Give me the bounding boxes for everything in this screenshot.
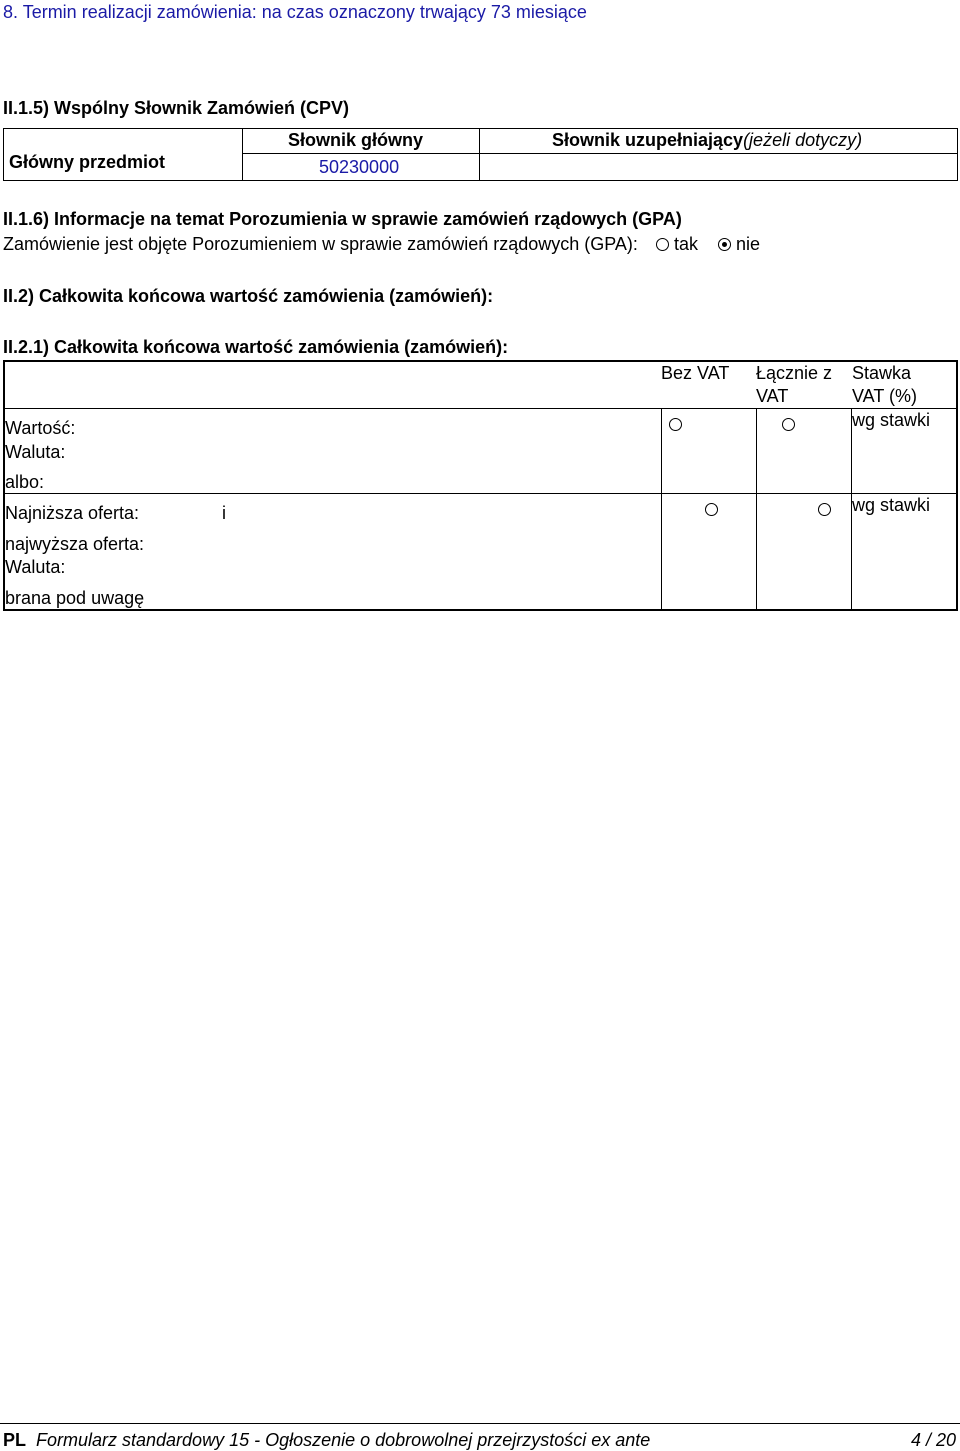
gpa-yes-radio[interactable] [656, 238, 669, 251]
footer-form-title: Formularz standardowy 15 - Ogłoszenie o dobrowolnej przejrzystości ex ante [36, 1430, 651, 1450]
cpv-col-supp-note: (jeżeli dotyczy) [743, 130, 863, 150]
value-label: Wartość: [5, 418, 76, 438]
highest-offer-label: najwyższa oferta: [5, 534, 145, 554]
gpa-heading: II.1.6) Informacje na temat Porozumienia w sprawie zamówień rządowych (GPA) [3, 209, 682, 229]
value-table [3, 360, 958, 611]
col-rate-header-1: Stawka [852, 363, 912, 383]
total-heading: II.2) Całkowita końcowa wartość zamówienia (zamówień): [3, 286, 494, 306]
offer-rate: wg stawki [852, 495, 931, 515]
currency-label: Waluta: [5, 442, 66, 462]
gpa-question-row [3, 234, 760, 255]
gpa-question: Zamówienie jest objęte Porozumieniem w sprawie zamówień rządowych (GPA): [3, 234, 638, 254]
currency-label-2: Waluta: [5, 557, 66, 577]
cpv-col-main: Słownik główny [288, 130, 424, 150]
cpv-col-supp-header [552, 130, 862, 151]
lowest-offer-label: Najniższa oferta: [5, 503, 140, 523]
gpa-no-label: nie [736, 234, 761, 254]
col-gross-header-1: Łącznie z [756, 363, 833, 383]
footer-divider [0, 1423, 960, 1424]
cpv-col-supp: Słownik uzupełniający [552, 130, 744, 150]
footer-page: 4 / 20 [910, 1430, 956, 1450]
cpv-main-code: 50230000 [319, 157, 400, 177]
col-net-header: Bez VAT [661, 363, 730, 383]
footer-lang: PL [3, 1430, 27, 1450]
and-label: i [222, 503, 226, 523]
gpa-yes-label: tak [673, 234, 698, 254]
section-8-heading: 8. Termin realizacji zamówienia: na czas oznaczony trwający 73 miesiące [3, 2, 587, 22]
value-gross-radio[interactable] [782, 418, 795, 431]
value-net-radio[interactable] [669, 418, 682, 431]
or-label: albo: [5, 472, 45, 492]
cpv-heading: II.1.5) Wspólny Słownik Zamówień (CPV) [3, 98, 350, 118]
cpv-table [3, 128, 958, 181]
total-subheading: II.2.1) Całkowita końcowa wartość zamówienia (zamówień): [3, 337, 509, 357]
offer-net-radio[interactable] [705, 503, 718, 516]
col-rate-header-2: VAT (%) [852, 386, 918, 406]
cpv-row-label: Główny przedmiot [9, 152, 166, 172]
offer-gross-radio[interactable] [818, 503, 831, 516]
col-gross-header-2: VAT [756, 386, 789, 406]
gpa-no-radio[interactable] [718, 238, 731, 251]
considered-label: brana pod uwagę [5, 588, 145, 608]
value-rate: wg stawki [852, 410, 931, 430]
